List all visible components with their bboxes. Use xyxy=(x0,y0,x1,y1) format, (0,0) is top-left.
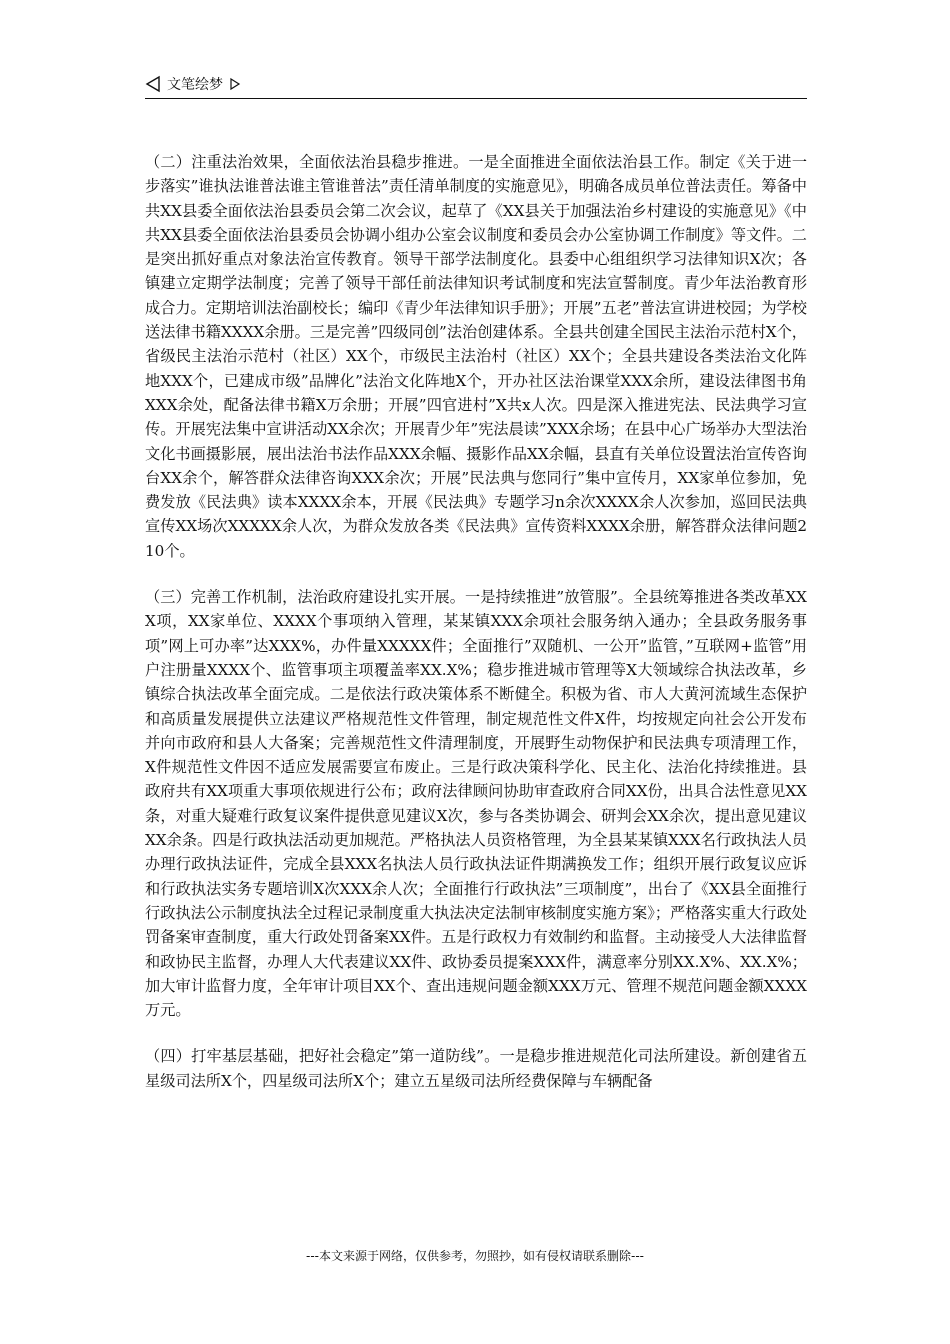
paragraph-section-4: （四）打牢基层基础，把好社会稳定”第一道防线”。一是稳步推进规范化司法所建设。新创建省五星级司法所X个，四星级司法所X个；建立五星级司法所经费保障与车辆配备 xyxy=(145,1047,807,1090)
paragraph-section-2: （二）注重法治效果，全面依法治县稳步推进。一是全面推进全面依法治县工作。制定《关于进一步落实”谁执法谁普法谁主管谁普法”责任清单制度的实施意见》，明确各成员单位普法责任。筹备中共XX县委全面依法治县委员会第二次会议，起草了《XX县关于加强法治乡村建设的实施意见》《中共XX县委全面依法治县委员会协调小组办公室会议制度和委员会办公室协调工作制度》等文件。二是突出抓好重点对象法治宣传教育。领导干部学法制度化。县委中心组组织学习法律知识X次；各镇建立定期学法制度；完善了领导干部任前法律知识考试制度和宪法宣誓制度。青少年法治教育形成合力。定期培训法治副校长；编印《青少年法律知识手册》；开展”五老”普法宣讲进校园；为学校送法律书籍XXXX余册。三是完善”四级同创”法治创建体系。全县共创建全国民主法治示范村X个，省级民主法治示范村（社区）XX个，市级民主法治村（社区）XX个；全县共建设各类法治文化阵地XXX个，已建成市级”品牌化”法治文化阵地X个，开办社区法治课堂XXX余所，建设法律图书角XXX余处，配备法律书籍X万余册；开展”四官进村”X共x人次。四是深入推进宪法、民法典学习宣传。开展宪法集中宣讲活动XX余次；开展青少年”宪法晨读”XXX余场；在县中心广场举办大型法治文化书画摄影展，展出法治书法作品XXX余幅、摄影作品XX余幅，县直有关单位设置法治宣传咨询台XX余个，解答群众法律咨询XXX余次；开展”民法典与您同行”集中宣传月，XX家单位参加，免费发放《民法典》读本XXXX余本，开展《民法典》专题学习n余次XXXX余人次参加，巡回民法典宣传XX场次XXXXX余人次，为群众发放各类《民法典》宣传资料XXXX余册，解答群众法律问题210个。 xyxy=(145,153,807,560)
header-brand: 文笔绘梦 xyxy=(167,77,223,93)
page-footer-disclaimer: ---本文来源于网络，仅供参考，勿照抄，如有侵权请联系删除--- xyxy=(306,1249,644,1263)
header-bar xyxy=(145,72,807,96)
triangle-right-outline-icon xyxy=(229,77,241,91)
page-header xyxy=(145,72,807,99)
paragraph-section-3: （三）完善工作机制，法治政府建设扎实开展。一是持续推进”放管服”。全县统筹推进各类改革XXX项，XX家单位、XXXX个事项纳入管理，某某镇XXX余项社会服务纳入通办；全县政务服务事项”网上可办率”达XXX%，办件量XXXXX件；全面推行”双随机、一公开”监管，”互联网+监管”用户注册量XXXX个、监管事项主项覆盖率XX.X%；稳步推进城市管理等X大领域综合执法改革，乡镇综合执法改革全面完成。二是依法行政决策体系不断健全。积极为省、市人大黄河流域生态保护和高质量发展提供立法建议严格规范性文件管理，制定规范性文件X件，均按规定向社会公开发布并向市政府和县人大备案；完善规范性文件清理制度，开展野生动物保护和民法典专项清理工作，X件规范性文件因不适应发展需要宣布废止。三是行政决策科学化、民主化、法治化持续推进。县政府共有XX项重大事项依规进行公布；政府法律顾问协助审查政府合同XX份，出具合法性意见XX条，对重大疑难行政复议案件提供意见建议X次，参与各类协调会、研判会XX余次，提出意见建议XX余条。四是行政执法活动更加规范。严格执法人员资格管理，为全县某某镇XXX名行政执法人员办理行政执法证件，完成全县XXX名执法人员行政执法证件期满换发工作；组织开展行政复议应诉和行政执法实务专题培训X次XXX余人次；全面推行行政执法”三项制度”，出台了《XX县全面推行行政执法公示制度执法全过程记录制度重大执法决定法制审核制度实施方案》；严格落实重大行政处罚备案审查制度，重大行政处罚备案XX件。五是行政权力有效制约和监督。主动接受人大法律监督和政协民主监督，办理人大代表建议XX件、政协委员提案XXX件，满意率分别XX.X%、XX.X%；加大审计监督力度，全年审计项目XX个、查出违规问题金额XXX万元、管理不规范问题金额XXXX万元。 xyxy=(145,588,807,1020)
triangle-left-outline-icon xyxy=(145,75,161,93)
document-body xyxy=(145,150,807,1093)
